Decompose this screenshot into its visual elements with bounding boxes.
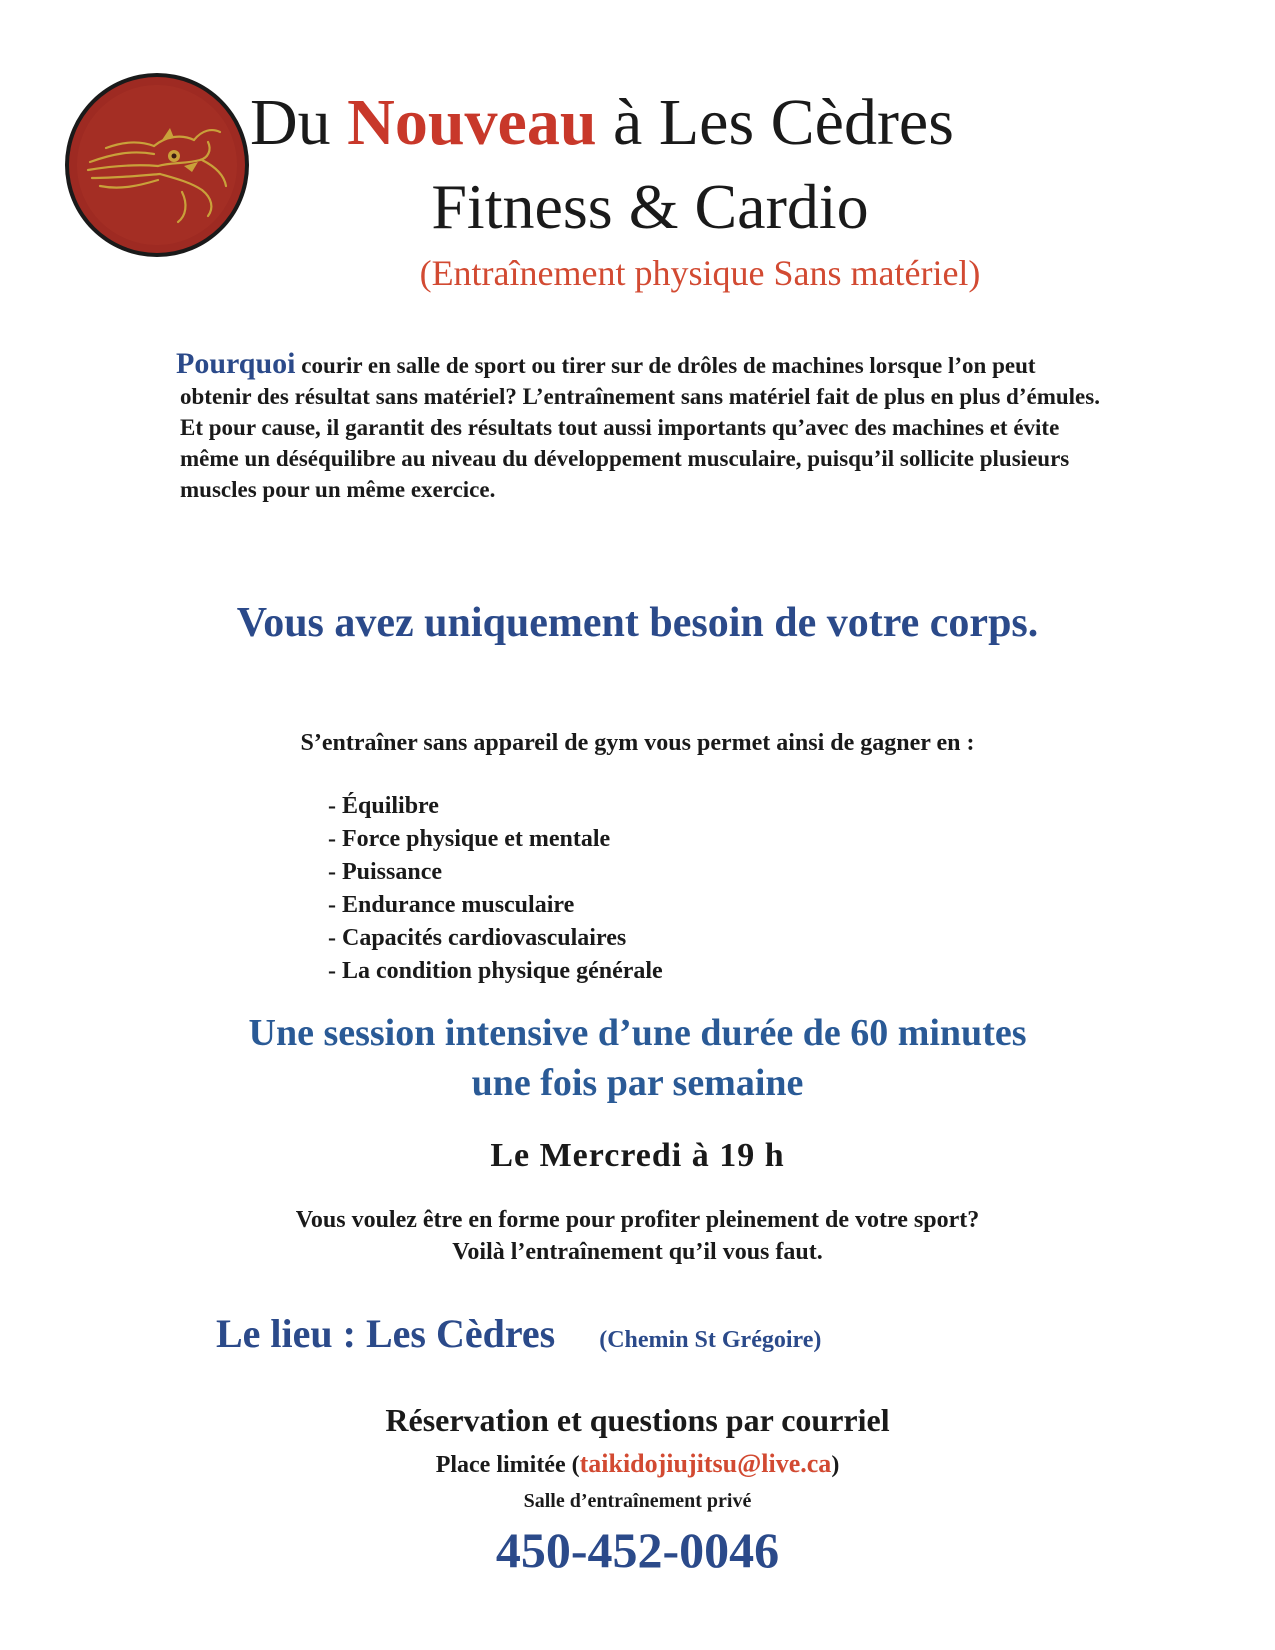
page-subtitle: (Entraînement physique Sans matériel) — [419, 253, 981, 293]
list-item: - Force physique et mentale — [328, 826, 611, 852]
benefits-list — [328, 790, 663, 988]
reservation-heading: Réservation et questions par courriel — [385, 1402, 890, 1438]
limited-prefix: Place limitée ( — [435, 1452, 580, 1478]
intro-lead-word: Pourquoi — [176, 347, 296, 380]
headline: Vous avez uniquement besoin de votre corps. — [236, 600, 1039, 646]
list-item: - Équilibre — [328, 793, 439, 819]
page-title-line2: Fitness & Cardio — [431, 171, 869, 242]
list-item: - La condition physique générale — [328, 958, 663, 984]
list-item: - Puissance — [328, 859, 442, 885]
pitch-line1: Vous voulez être en forme pour profiter pleinement de votre sport? — [295, 1207, 980, 1233]
dragon-emblem-icon — [62, 70, 252, 260]
location — [216, 1310, 821, 1357]
list-item: - Endurance musculaire — [328, 892, 575, 918]
phone-number: 450-452-0046 — [495, 1522, 780, 1578]
limited-places — [0, 1448, 1275, 1481]
email-link[interactable]: taikidojiujitsu@live.ca — [579, 1449, 832, 1478]
intro-paragraph — [176, 347, 1110, 505]
gains-intro: S’entraîner sans appareil de gym vous permet ainsi de gagner en : — [300, 730, 975, 756]
page-title — [250, 88, 1070, 158]
location-detail: (Chemin St Grégoire) — [599, 1327, 822, 1353]
private-room-note: Salle d’entraînement privé — [523, 1490, 752, 1512]
title-prefix: Du — [250, 86, 348, 159]
title-accent: Nouveau — [347, 86, 597, 159]
intro-text: courir en salle de sport ou tirer sur de drôles de machines lorsque l’on peut obtenir des résultat sans matériel? L’entraînement sans matériel fait de plus en plus d’émules. Et pour cause, il garantit des résultats tout aussi importants qu’avec des machines et évite même un déséquilibre au niveau du développement musculaire, puisqu’il sollicite plusieurs muscles pour un même exercice. — [180, 353, 1100, 502]
title-suffix: à Les Cèdres — [596, 86, 954, 159]
location-main: Le lieu : Les Cèdres — [216, 1311, 556, 1356]
pitch-line2: Voilà l’entraînement qu’il vous faut. — [452, 1239, 823, 1265]
list-item: - Capacités cardiovasculaires — [328, 925, 627, 951]
schedule: Le Mercredi à 19 h — [490, 1137, 785, 1174]
limited-suffix: ) — [831, 1452, 840, 1478]
session-info — [0, 1008, 1275, 1108]
pitch-text — [0, 1204, 1275, 1268]
session-line1: Une session intensive d’une durée de 60 minutes — [248, 1012, 1027, 1054]
session-line2: une fois par semaine — [471, 1062, 804, 1104]
